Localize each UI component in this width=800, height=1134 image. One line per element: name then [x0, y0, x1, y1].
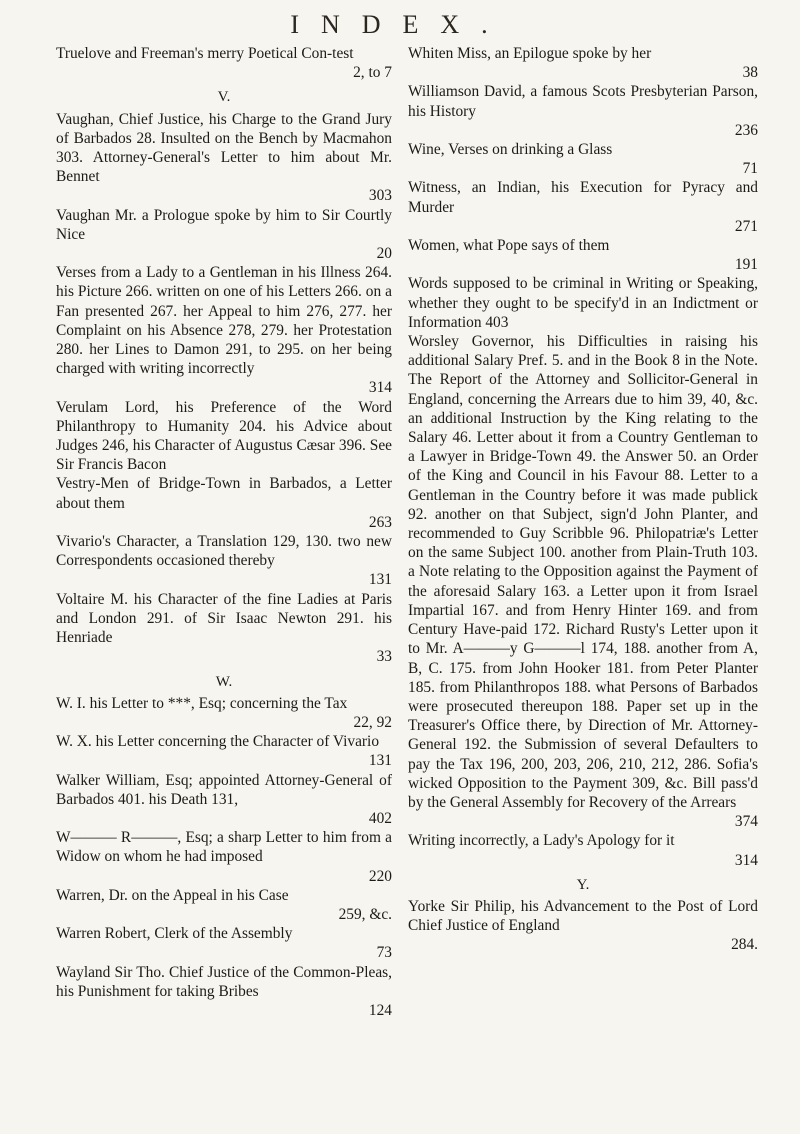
page-ref: 22, 92 — [353, 713, 392, 731]
index-entry-wx: W. X. his Letter concerning the Character of Vivario 131 — [56, 733, 392, 770]
index-entry-vaughan-chief-justice: Vaughan, Chief Justice, his Charge to the Grand Jury of Barbados 28. Insulted on the Bench by Macmahon 303. Attorney-General's Letter to him about Mr. Bennet 303 — [56, 110, 392, 205]
index-entry-vaughan-mr: Vaughan Mr. a Prologue spoke by him to Sir Courtly Nice 20 — [56, 206, 392, 263]
page-ref: 2, to 7 — [353, 64, 392, 82]
page-ref: 191 — [734, 256, 758, 274]
index-entry-witness: Witness, an Indian, his Execution for Pyracy and Murder 271 — [408, 179, 758, 235]
index-entry-worsley: Worsley Governor, his Difficulties in raising his additional Salary Pref. 5. and in the Book 8 in the Note. The Report of the Attorney and Sollicitor-General in England, concerning the Arrears due to him 39, 40, &c. an additional Instruction by the King relating to the Salary 46. Letter about it from a Country Gentleman to a Lawyer in Bridge-Town 49. the Answer 50. an Order of the King and Council in his Favour 88. Letter to a Gentleman in the Country before it was made publick 92. another on that Subject, sign'd John Planter, and recommended to Guy Scribble 96. Philopatriæ's Letter on the same Subject 100. another from Plain-Truth 103. a Note relating to the Opposition against the Payment of the aforesaid Salary 163. a Letter upon it from Israel Impartial 167. and from Henry Hinter 169. and from Century Have-paid 172. Richard Rusty's Letter upon it to Mr. A———y G———l 174, 188. another from A, B, C. 175. from John Hooker 181. from Peter Planter 185. from Philanthropos 188. what Persons of Barbados were prosecuted thereupon 188. Paper set up in the Treasurer's Office there, by Direction of Mr. Attorney-General 192. the Submission of several Defaulters to pay the Tax 196, 200, 203, 206, 210, 212, 286. Sofia's wicked Opposition to the Payment 309, &c. Bill pass'd by the General Assembly for Recovery of the Arrears 374 — [408, 333, 758, 831]
page-ref: 38 — [742, 64, 758, 82]
index-entry-wine: Wine, Verses on drinking a Glass 71 — [408, 141, 758, 178]
section-letter-y: Y. — [576, 876, 590, 893]
page-ref: 33 — [376, 648, 392, 666]
page-ref: 124 — [368, 1001, 392, 1019]
page-ref: 236 — [734, 121, 758, 139]
index-entry-verses-lady: Verses from a Lady to a Gentleman in his Illness 264. his Picture 266. written on one of his Letters 266. on a Fan presented 267. her Appeal to him 276, 277. her Complaint on his Absence 278, 279. her Protestation 280. her Lines to Damon 291, to 295. on her being charged with writing incorrectly 314 — [56, 264, 392, 397]
section-letter-v: V. — [217, 89, 231, 106]
page-ref: 20 — [376, 245, 392, 263]
index-entry-voltaire: Voltaire M. his Character of the fine Ladies at Paris and London 291. of Sir Isaac Newton 291. his Henriade 33 — [56, 590, 392, 666]
index-entry-warren-dr: Warren, Dr. on the Appeal in his Case 259, &c. — [56, 886, 392, 923]
page-ref: 402 — [368, 809, 392, 827]
page-ref: 131 — [368, 571, 392, 589]
page-ref: 259, &c. — [338, 905, 392, 923]
right-column — [408, 44, 758, 955]
index-entry-wr: W——— R———, Esq; a sharp Letter to him from a Widow on whom he had imposed 220 — [56, 829, 392, 885]
index-entry-wi: W. I. his Letter to ***, Esq; concerning the Tax 22, 92 — [56, 694, 392, 731]
page-ref: 314 — [368, 379, 392, 397]
section-letter-w: W. — [215, 673, 233, 690]
index-entry-vivario: Vivario's Character, a Translation 129, 130. two new Correspondents occasioned thereby 131 — [56, 533, 392, 589]
index-entry-verulam: Verulam Lord, his Preference of the Word Philanthropy to Humanity 204. his Advice about Judges 246, his Character of Augustus Cæsar 396. See Sir Francis Bacon — [56, 398, 392, 474]
index-entry-vestry-men: Vestry-Men of Bridge-Town in Barbados, a Letter about them 263 — [56, 475, 392, 531]
page-ref: 71 — [742, 160, 758, 178]
page-ref: 263 — [368, 513, 392, 531]
index-entry-women: Women, what Pope says of them 191 — [408, 237, 758, 274]
page-ref: 374 — [734, 813, 758, 831]
page-ref: 271 — [734, 217, 758, 235]
index-entry-walker: Walker William, Esq; appointed Attorney-General of Barbados 401. his Death 131, 402 — [56, 771, 392, 827]
left-column — [56, 44, 392, 1020]
index-entry-truelove: Truelove and Freeman's merry Poetical Con-test 2, to 7 — [56, 45, 392, 82]
page-header: INDEX. — [290, 10, 510, 39]
index-entry-words: Words supposed to be criminal in Writing or Speaking, whether they ought to be specify'd in an Indictment or Information 403 — [408, 275, 758, 331]
index-entry-writing: Writing incorrectly, a Lady's Apology for it 314 — [408, 832, 758, 869]
index-entry-whiten: Whiten Miss, an Epilogue spoke by her 38 — [408, 45, 758, 82]
page-ref: 303 — [368, 187, 392, 205]
index-entry-yorke: Yorke Sir Philip, his Advancement to the Post of Lord Chief Justice of England 284. — [408, 897, 758, 954]
page-ref: 131 — [368, 752, 392, 770]
page-ref: 314 — [734, 851, 758, 869]
page-ref: 220 — [368, 867, 392, 885]
index-entry-warren-robert: Warren Robert, Clerk of the Assembly 73 — [56, 925, 392, 962]
index-entry-wayland: Wayland Sir Tho. Chief Justice of the Common-Pleas, his Punishment for taking Bribes 124 — [56, 963, 392, 1019]
page-ref: 73 — [376, 944, 392, 962]
index-entry-williamson: Williamson David, a famous Scots Presbyterian Parson, his History 236 — [408, 83, 758, 139]
page-ref: 284. — [731, 936, 758, 954]
